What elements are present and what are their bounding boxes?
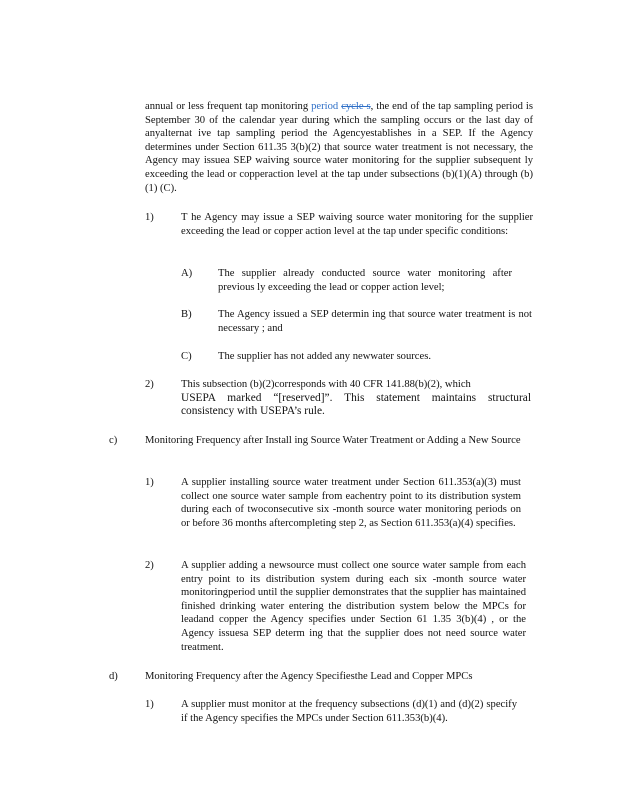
b1-C-paragraph: The supplier has not added any newwater sources. <box>218 351 431 362</box>
inserted-text: period <box>311 101 339 112</box>
c1-marker: 1) <box>145 477 154 488</box>
intro-text-start: annual or less frequent tap monitoring <box>145 101 312 112</box>
b1-paragraph: T he Agency may issue a SEP waiving source water monitoring for the supplier exceeding the lead or copper action level at the tap under specific conditions: <box>181 212 533 237</box>
b2-paragraph-rest: USEPA marked “[reserved]”. This statement maintains structural consistency with USEPA’s rule. <box>181 392 531 418</box>
c1-paragraph: A supplier installing source water treatment under Section 611.353(a)(3) must collect one source water sample from eachentry point to its distribution system during each of twoconsecutive six -month source water monitoring periods on or before 36 months aftercompleting step 2, as Section 611.353(a)(4) specifies. <box>181 477 521 529</box>
c2-marker: 2) <box>145 560 154 571</box>
c-heading: Monitoring Frequency after Install ing Source Water Treatment or Adding a New Source <box>145 435 521 446</box>
c-marker: c) <box>109 435 118 446</box>
c2-paragraph: A supplier adding a newsource must collect one source water sample from each entry point to its distribution system during each six -month source water monitoringperiod until the supplier demonstrates that the supplier has maintained finished drinking water entering the distribution system below the MPCs for leadand copper the Agency specifies under Section 61 1.35 3(b)(4) , or the Agency issuesa SEP determ ing that the supplier does not need source water treatment. <box>181 560 526 653</box>
b1-A-paragraph: The supplier already conducted source water monitoring after previous ly exceeding the lead or copper action level; <box>218 268 512 293</box>
b1-B-paragraph: The Agency issued a SEP determin ing that source water treatment is not necessary ; and <box>218 309 532 334</box>
deleted-text: cycle s <box>341 101 371 112</box>
d1-paragraph: A supplier must monitor at the frequency subsections (d)(1) and (d)(2) specify if the Agency specifies the MPCs under Section 611.353(b)(4). <box>181 699 517 724</box>
d-heading: Monitoring Frequency after the Agency Specifiesthe Lead and Copper MPCs <box>145 671 473 682</box>
b1-B-marker: B) <box>181 309 192 320</box>
b1-A-marker: A) <box>181 268 193 279</box>
b1-C-marker: C) <box>181 351 192 362</box>
b1-marker: 1) <box>145 212 154 223</box>
b2-paragraph-line1: This subsection (b)(2)corresponds with 40 CFR 141.88(b)(2), which <box>181 379 471 390</box>
d1-marker: 1) <box>145 699 154 710</box>
b2-marker: 2) <box>145 379 154 390</box>
d-marker: d) <box>109 671 118 682</box>
intro-paragraph <box>145 100 533 195</box>
intro-text-rest: , the end of the tap sampling period is September 30 of the calendar year during which the sampling occurs or the last day of anyalternat ive tap sampling period the Agencyestablishes in a SEP. If the Agency determines under Section 611.35 3(b)(2) that source water treatment is not necessary, the Agency may issuea SEP waiving source water monitoring for the supplier subsequent ly exceeding the lead or copperaction level at the tap under subsections (b)(1)(A) through (b)(1) (C). <box>145 101 533 194</box>
